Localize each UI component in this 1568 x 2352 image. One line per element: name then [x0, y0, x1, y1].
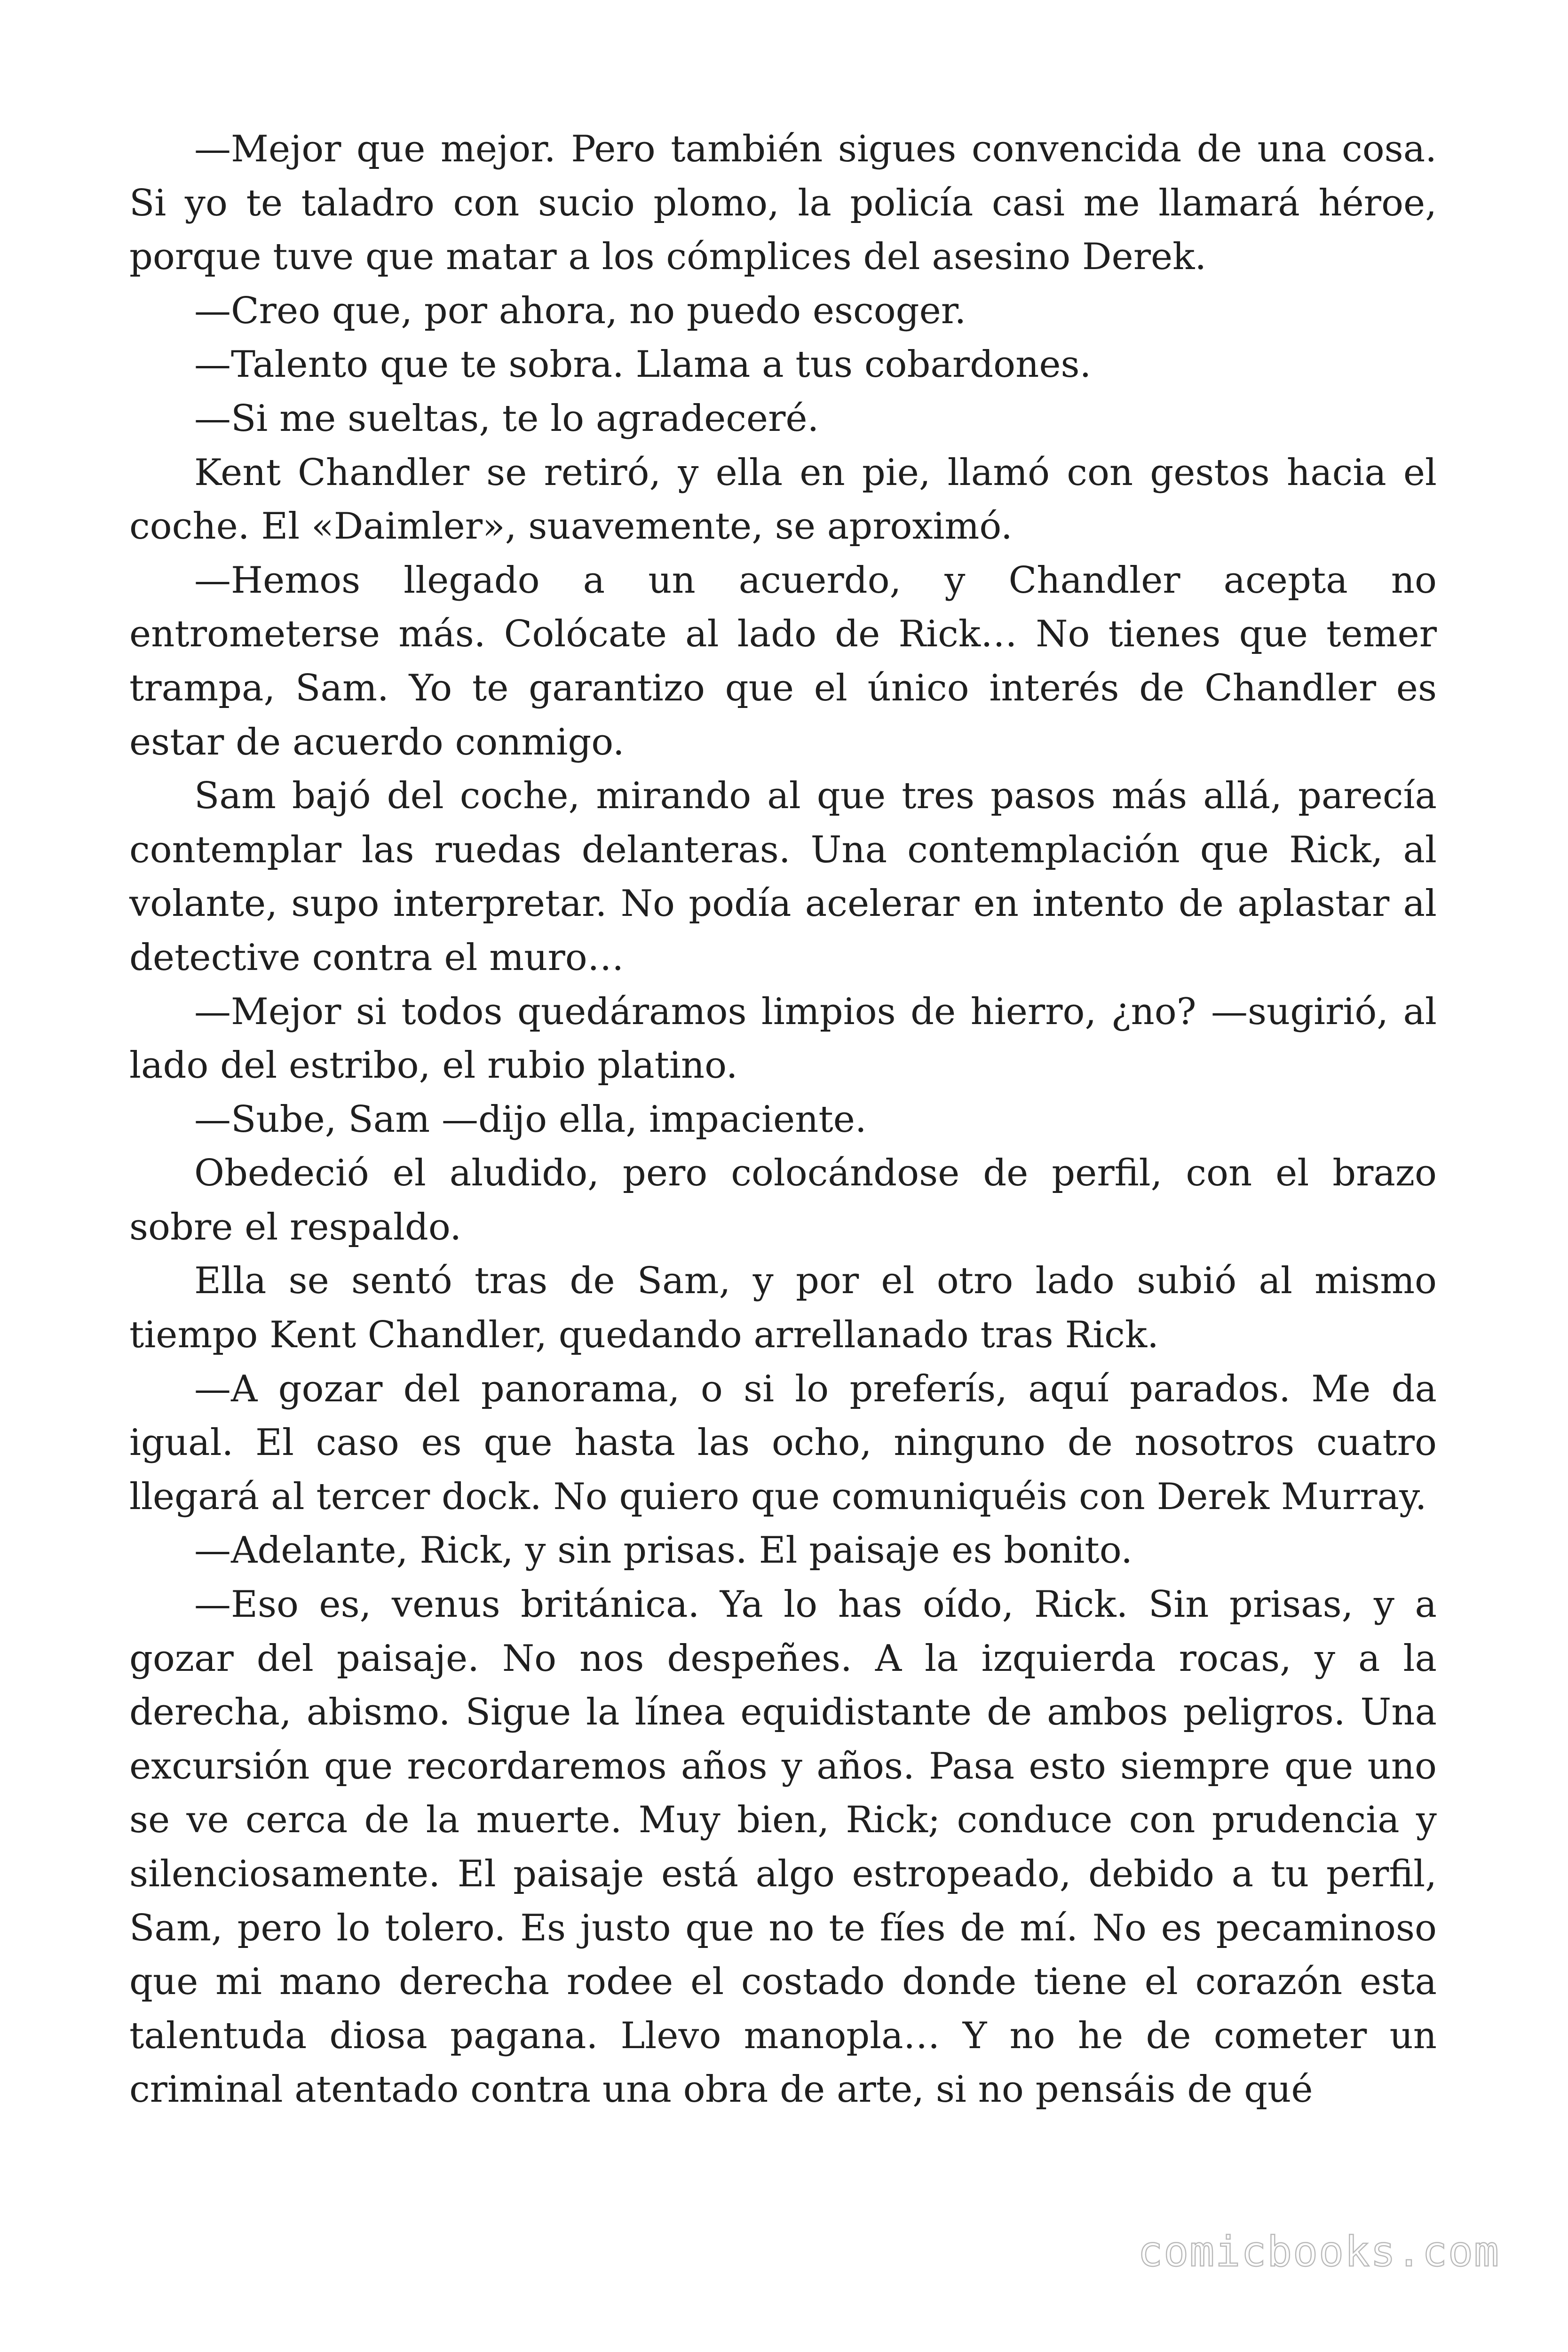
- paragraph: —Si me sueltas, te lo agradeceré.: [194, 397, 819, 440]
- page-text: [129, 122, 1437, 2117]
- paragraph: —Creo que, por ahora, no puedo escoger.: [194, 289, 966, 332]
- paragraph: —Sube, Sam —dijo ella, impaciente.: [194, 1098, 867, 1141]
- paragraph: Sam bajó del coche, mirando al que tres pasos más allá, parecía contemplar las ruedas delanteras. Una contemplación que Rick, al volante, supo interpretar. No podía acelerar en intento de aplastar al detective contra el muro…: [129, 775, 1437, 979]
- paragraph: —Talento que te sobra. Llama a tus cobardones.: [194, 343, 1092, 386]
- paragraph: —Adelante, Rick, y sin prisas. El paisaje es bonito.: [194, 1529, 1133, 1572]
- paragraph: Kent Chandler se retiró, y ella en pie, llamó con gestos hacia el coche. El «Daimler», suavemente, se aproximó.: [129, 451, 1437, 548]
- paragraph: —Eso es, venus británica. Ya lo has oído, Rick. Sin prisas, y a gozar del paisaje. No nos despeñes. A la izquierda rocas, y a la derecha, abismo. Sigue la línea equidistante de ambos peligros. Una excursión que recordaremos años y años. Pasa esto siempre que uno se ve cerca de la muerte. Muy bien, Rick; conduce con prudencia y silenciosamente. El paisaje está algo estropeado, debido a tu perfil, Sam, pero lo tolero. Es justo que no te fíes de mí. No es pecaminoso que mi mano derecha rodee el costado donde tiene el corazón esta talentuda diosa pagana. Llevo manopla… Y no he de cometer un criminal atentado contra una obra de arte, si no pensáis de qué: [129, 1583, 1437, 2111]
- paragraph: —Mejor que mejor. Pero también sigues convencida de una cosa. Si yo te taladro con sucio plomo, la policía casi me llamará héroe, porque tuve que matar a los cómplices del asesino Derek.: [129, 128, 1437, 278]
- paragraph: Obedeció el aludido, pero colocándose de perfil, con el brazo sobre el respaldo.: [129, 1152, 1437, 1248]
- site-watermark: comicbooks.com: [1138, 2227, 1500, 2276]
- paragraph: —Hemos llegado a un acuerdo, y Chandler acepta no entrometerse más. Colócate al lado de Rick… No tienes que temer trampa, Sam. Yo te garantizo que el único interés de Chandler es estar de acuerdo conmigo.: [129, 559, 1437, 763]
- paragraph: —A gozar del panorama, o si lo preferís, aquí parados. Me da igual. El caso es que hasta las ocho, ninguno de nosotros cuatro llegará al tercer dock. No quiero que comuniquéis con Derek Murray.: [129, 1367, 1437, 1518]
- paragraph: —Mejor si todos quedáramos limpios de hierro, ¿no? —sugirió, al lado del estribo, el rubio platino.: [129, 990, 1437, 1087]
- paragraph: Ella se sentó tras de Sam, y por el otro lado subió al mismo tiempo Kent Chandler, quedando arrellanado tras Rick.: [129, 1260, 1437, 1357]
